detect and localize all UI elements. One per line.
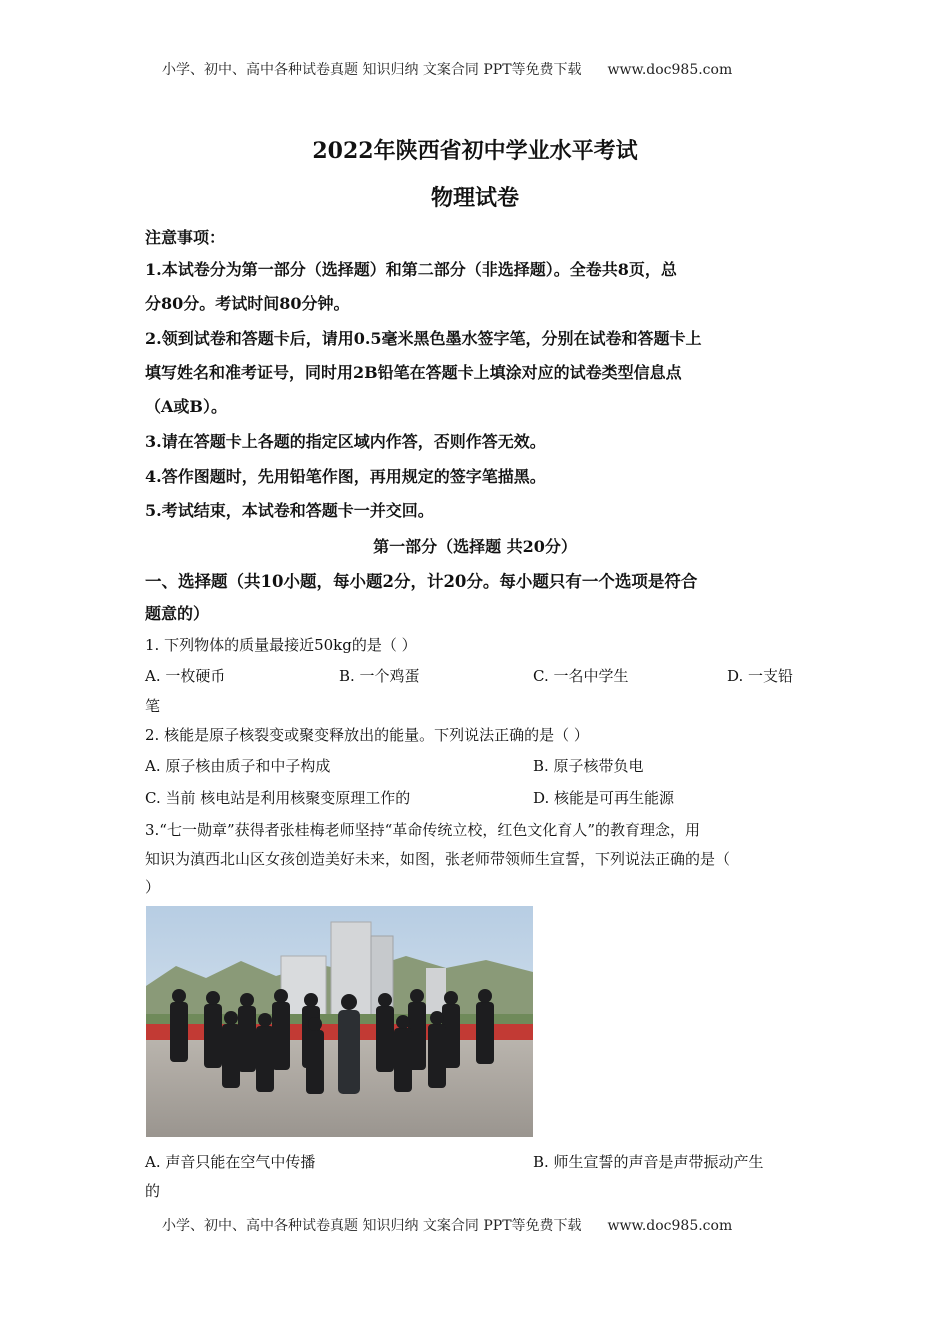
- note-1-line-1: 1.本试卷分为第一部分（选择题）和第二部分（非选择题）。全卷共8页，总: [145, 260, 677, 279]
- footer-text: 小学、初中、高中各种试卷真题 知识归纳 文案合同 PPT等免费下载: [162, 1218, 582, 1234]
- header-text: 小学、初中、高中各种试卷真题 知识归纳 文案合同 PPT等免费下载: [162, 62, 582, 78]
- page-header: [162, 59, 732, 79]
- section-one-line-2: 题意的）: [145, 604, 210, 623]
- exam-title: 2022年陕西省初中学业水平考试: [312, 138, 638, 164]
- part-one-heading: 第一部分（选择题 共20分）: [373, 537, 577, 556]
- question-2-option-c: C. 当前 核电站是利用核聚变原理工作的: [145, 789, 411, 807]
- question-1-stem: 1. 下列物体的质量最接近50kg的是（ ）: [145, 636, 417, 654]
- question-1-option-d-wrap: 笔: [145, 697, 161, 715]
- header-url[interactable]: www.doc985.com: [607, 62, 733, 78]
- note-5: 5.考试结束，本试卷和答题卡一并交回。: [145, 501, 434, 520]
- note-2-line-3: （A或B）。: [145, 397, 227, 416]
- note-3: 3.请在答题卡上各题的指定区域内作答，否则作答无效。: [145, 432, 546, 451]
- question-3-line-2: 知识为滇西北山区女孩创造美好未来，如图，张老师带领师生宣誓，下列说法正确的是（: [145, 850, 731, 868]
- notes-heading: 注意事项：: [145, 228, 226, 247]
- oath-photo-illustration: [146, 906, 533, 1137]
- note-1-line-2: 分80分。考试时间80分钟。: [145, 294, 350, 313]
- question-2-option-a: A. 原子核由质子和中子构成: [145, 757, 331, 775]
- question-1-option-c: C. 一名中学生: [533, 667, 629, 685]
- question-3-option-b: B. 师生宣誓的声音是声带振动产生: [533, 1153, 764, 1171]
- question-3-option-a: A. 声音只能在空气中传播: [145, 1153, 316, 1171]
- question-3-line-1: 3.“七一勋章”获得者张桂梅老师坚持“革命传统立校，红色文化育人”的教育理念，用: [145, 821, 700, 839]
- question-1-option-a: A. 一枚硬币: [145, 667, 226, 685]
- exam-subtitle: 物理试卷: [430, 185, 519, 211]
- question-3-line-3: ）: [145, 878, 161, 896]
- question-3-option-b-wrap: 的: [145, 1182, 161, 1200]
- note-4: 4.答作图题时，先用铅笔作图，再用规定的签字笔描黑。: [145, 467, 546, 486]
- oath-photo: [146, 906, 533, 1137]
- page-footer: [162, 1215, 732, 1235]
- section-one-line-1: 一、选择题（共10小题，每小题2分，计20分。每小题只有一个选项是符合: [145, 572, 698, 591]
- question-1-option-b: B. 一个鸡蛋: [339, 667, 420, 685]
- question-1-option-d: D. 一支铅: [727, 667, 794, 685]
- question-2-option-d: D. 核能是可再生能源: [533, 789, 675, 807]
- note-2-line-2: 填写姓名和准考证号，同时用2B铅笔在答题卡上填涂对应的试卷类型信息点: [145, 363, 682, 382]
- footer-url[interactable]: www.doc985.com: [607, 1218, 733, 1234]
- question-2-stem: 2. 核能是原子核裂变或聚变释放出的能量。下列说法正确的是（ ）: [145, 726, 589, 744]
- note-2-line-1: 2.领到试卷和答题卡后，请用0.5毫米黑色墨水签字笔，分别在试卷和答题卡上: [145, 329, 702, 348]
- question-2-option-b: B. 原子核带负电: [533, 757, 644, 775]
